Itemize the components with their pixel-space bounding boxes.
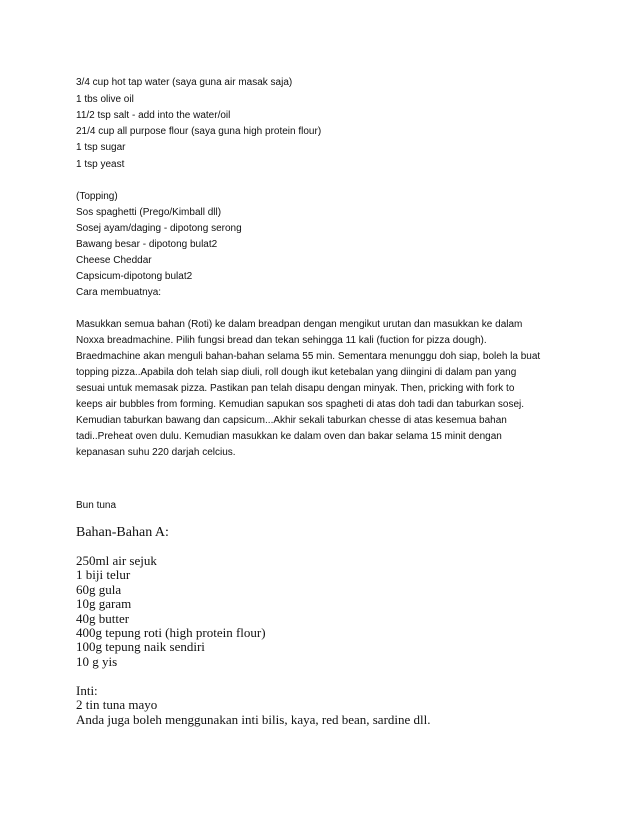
topping-line: Bawang besar - dipotong bulat2 [76,239,218,250]
method-line: Braedmachine akan menguli bahan-bahan selama 55 min. Sementara menunggu doh siap, boleh la buat [76,351,541,362]
inti-line: Anda juga boleh menggunakan inti bilis, kaya, red bean, sardine dll. [76,712,431,727]
bahan-line: 100g tepung naik sendiri [76,639,205,654]
topping-line: Cheese Cheddar [76,255,152,266]
method-line: topping pizza..Apabila doh telah siap diuli, roll dough ikut ketebalan yang diingini di dalam pan yang [76,367,517,378]
bahan-heading: Bahan-Bahan A: [76,525,169,540]
recipe-title: Bun tuna [76,500,117,511]
bahan-line: 250ml air sejuk [76,553,157,568]
ingredient-line: 1 tsp sugar [76,142,126,153]
method-line: Kemudian taburkan bawang dan capsicum...Akhir sekali taburkan chesse di atas kesemua bahan [76,415,507,426]
bahan-line: 10g garam [76,596,132,611]
topping-line: Sosej ayam/daging - dipotong serong [76,223,242,234]
inti-heading: Inti: [76,683,98,698]
ingredient-line: 11/2 tsp salt - add into the water/oil [76,110,231,121]
method-line: Masukkan semua bahan (Roti) ke dalam breadpan dengan mengikut urutan dan masukkan ke dalam [76,319,523,330]
topping-line: Capsicum-dipotong bulat2 [76,271,193,282]
ingredient-line: 3/4 cup hot tap water (saya guna air masak saja) [76,77,293,88]
ingredient-line: 1 tbs olive oil [76,94,134,105]
method-heading: Cara membuatnya: [76,287,162,298]
inti-line: 2 tin tuna mayo [76,697,158,712]
bahan-line: 1 biji telur [76,567,131,582]
bahan-line: 40g butter [76,611,130,626]
method-line: tadi..Preheat oven dulu. Kemudian masukkan ke dalam oven dan bakar selama 15 minit dengan [76,431,502,442]
method-line: Noxxa breadmachine. Pilih fungsi bread dan tekan sehingga 11 kali (fuction for pizza dough). [76,335,487,346]
bahan-line: 400g tepung roti (high protein flour) [76,625,266,640]
method-line: sesuai untuk memasak pizza. Pastikan pan telah disapu dengan minyak. Then, pricking with fork to [76,383,515,394]
bahan-line: 10 g yis [76,654,118,669]
ingredient-line: 1 tsp yeast [76,159,125,170]
method-line: keeps air bubbles from forming. Kemudian sapukan sos spagheti di atas doh tadi dan taburkan sosej. [76,399,525,410]
ingredient-line: 21/4 cup all purpose flour (saya guna high protein flour) [76,126,322,137]
bahan-line: 60g gula [76,582,122,597]
topping-line: Sos spaghetti (Prego/Kimball dll) [76,207,222,218]
topping-heading: (Topping) [76,191,118,202]
method-line: kepanasan suhu 220 darjah celcius. [76,447,236,458]
